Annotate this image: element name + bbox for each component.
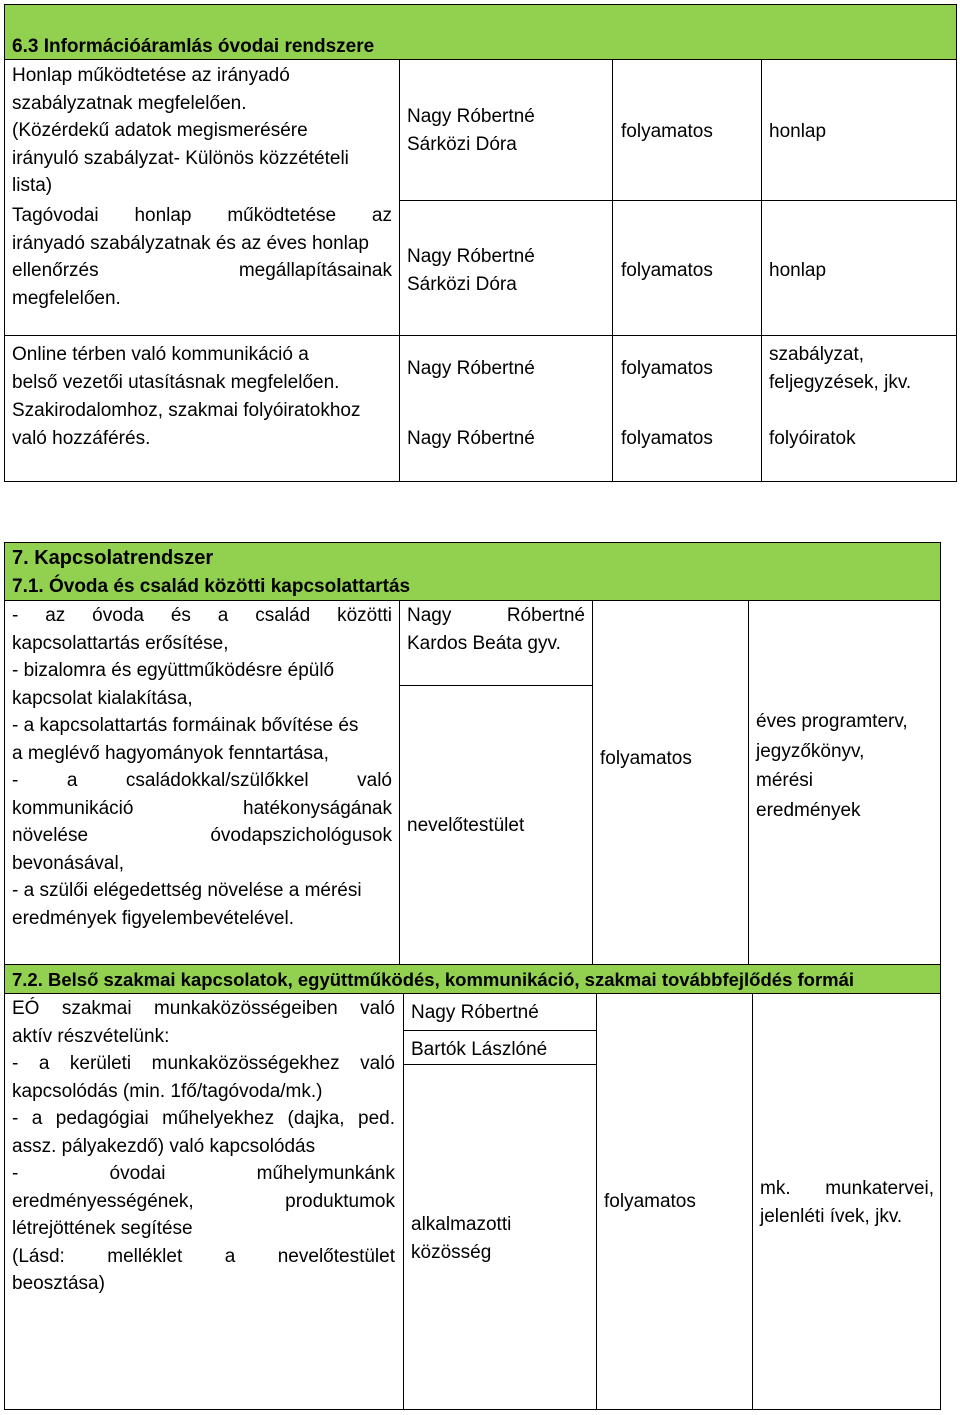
responsible-cell: nevelőtestület bbox=[407, 815, 525, 836]
activity-cell: Online térben való kommunikáció a belső vezetői utasításnak megfelelően. bbox=[12, 344, 340, 393]
deadline-cell: folyamatos bbox=[621, 428, 713, 449]
deadline-cell: folyamatos bbox=[600, 748, 692, 769]
evidence-cell: szabályzat, feljegyzések, jkv. bbox=[769, 344, 912, 393]
responsible-cell: Nagy Róbertné Kardos Beáta gyv. bbox=[407, 605, 585, 654]
deadline-cell: folyamatos bbox=[621, 260, 713, 281]
deadline-cell: folyamatos bbox=[604, 1191, 696, 1212]
table-information-flow bbox=[0, 0, 960, 485]
section-header: 6.3 Információáramlás óvodai rendszere bbox=[12, 36, 375, 57]
responsible-cell: Nagy Róbertné Sárközi Dóra bbox=[407, 246, 535, 295]
responsible-cell: Nagy Róbertné bbox=[411, 1002, 539, 1023]
evidence-cell: mk. munkatervei, jelenléti ívek, jkv. bbox=[760, 1178, 934, 1227]
subsection-header: 7.2. Belső szakmai kapcsolatok, együttműködés, kommunikáció, szakmai továbbfejlődés formái bbox=[12, 969, 855, 990]
activity-cell: EÓ szakmai munkaközösségeiben való aktív részvételünk: - a kerületi munkaközösségekhez való kapcsolódás (min. 1fő/tagóvoda/mk.) - a pedagógiai műhelyekhez (dajka, ped. assz. pályakezdő) való kapcsolódás - óvodai műhelymunkánk eredményességének, produktumok létrejöttének segítése (Lásd: melléklet a nevelőtestület beosztása) bbox=[12, 998, 395, 1294]
evidence-cell: folyóiratok bbox=[769, 428, 856, 449]
responsible-cell: alkalmazotti közösség bbox=[411, 1214, 512, 1263]
evidence-cell: honlap bbox=[769, 121, 827, 142]
evidence-cell: éves programterv, jegyzőkönyv, mérési eredmények bbox=[756, 711, 908, 821]
deadline-cell: folyamatos bbox=[621, 358, 713, 379]
responsible-cell: Bartók Lászlóné bbox=[411, 1039, 548, 1060]
activity-cell: Tagóvodai honlap működtetése az irányadó szabályzatnak és az éves honlap ellenőrzés megállapításainak megfelelően. bbox=[12, 205, 392, 309]
activity-cell: Honlap működtetése az irányadó szabályzatnak megfelelően. (Közérdekű adatok megismerésére irányuló szabályzat- Különös közzétételi lista) bbox=[12, 65, 349, 196]
subsection-header: 7.1. Óvoda és család közötti kapcsolattartás bbox=[12, 576, 411, 597]
section-header: 7. Kapcsolatrendszer bbox=[12, 547, 214, 569]
table-relations bbox=[0, 540, 960, 1415]
activity-cell: - az óvoda és a család közötti kapcsolattartás erősítése, - bizalomra és együttműködésre épülő kapcsolat kialakítása, - a kapcsolattartás formáinak bővítése és a meglévő hagyományok fenntartása, - a családokkal/szülőkkel való kommunikáció hatékonyságának növelése óvodapszichológusok bevonásával, - a szülői elégedettség növelése a mérési eredmények figyelembevételével. bbox=[12, 605, 392, 929]
responsible-cell: Nagy Róbertné Sárközi Dóra bbox=[407, 106, 535, 155]
responsible-cell: Nagy Róbertné bbox=[407, 428, 535, 449]
activity-cell: Szakirodalomhoz, szakmai folyóiratokhoz való hozzáférés. bbox=[12, 400, 361, 449]
evidence-cell: honlap bbox=[769, 260, 827, 281]
deadline-cell: folyamatos bbox=[621, 121, 713, 142]
responsible-cell: Nagy Róbertné bbox=[407, 358, 535, 379]
